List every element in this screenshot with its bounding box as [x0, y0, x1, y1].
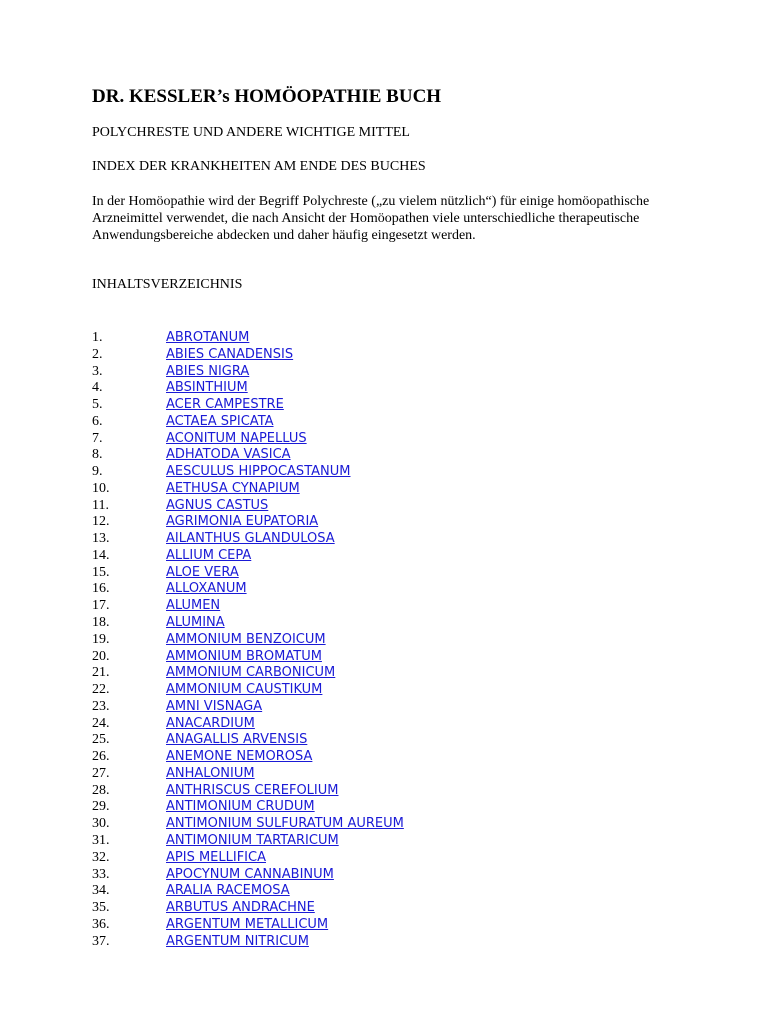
- toc-entry: [92, 917, 404, 934]
- toc-entry-link[interactable]: ALUMEN: [166, 598, 221, 614]
- toc-entry-number: 36.: [92, 916, 110, 932]
- page-title: DR. KESSLER’s HOMÖOPATHIE BUCH: [92, 86, 442, 107]
- toc-entry-number: 2.: [92, 346, 103, 362]
- toc-entry-link[interactable]: AESCULUS HIPPOCASTANUM: [166, 464, 351, 480]
- toc-entry-link[interactable]: AILANTHUS GLANDULOSA: [166, 531, 335, 547]
- toc-entry: [92, 347, 404, 364]
- toc-entry: [92, 380, 404, 397]
- toc-entry: [92, 699, 404, 716]
- toc-entry-number: 28.: [92, 782, 110, 798]
- toc-entry-number: 31.: [92, 832, 110, 848]
- intro-paragraph: In der Homöopathie wird der Begriff Polychreste („zu vielem nützlich“) für einige homöopathische Arzneimittel verwendet, die nach Ansicht der Homöopathen viele unterschiedliche therapeutische Anwendungsbereiche abdecken und daher häufig eingesetzt werden.: [92, 194, 650, 243]
- toc-entry: [92, 514, 404, 531]
- toc-entry-number: 14.: [92, 547, 110, 563]
- toc-entry-link[interactable]: APIS MELLIFICA: [166, 849, 266, 865]
- toc-entry-link[interactable]: ANTIMONIUM CRUDUM: [166, 799, 315, 815]
- toc-entry-number: 13.: [92, 531, 110, 547]
- toc-entry-link[interactable]: AMMONIUM CARBONICUM: [166, 665, 336, 681]
- toc-entry-link[interactable]: ABSINTHIUM: [166, 380, 248, 396]
- toc-entry-link[interactable]: AMMONIUM BENZOICUM: [166, 631, 326, 647]
- toc-entry: [92, 816, 404, 833]
- toc-entry-link[interactable]: ALLOXANUM: [166, 581, 247, 597]
- subtitle-index: INDEX DER KRANKHEITEN AM ENDE DES BUCHES: [92, 159, 426, 174]
- table-of-contents: [92, 330, 404, 950]
- toc-entry-number: 8.: [92, 447, 103, 463]
- toc-entry: [92, 615, 404, 632]
- toc-entry: [92, 632, 404, 649]
- toc-entry-link[interactable]: ANTHRISCUS CEREFOLIUM: [166, 782, 339, 798]
- toc-entry-number: 15.: [92, 564, 110, 580]
- toc-entry-link[interactable]: AMMONIUM CAUSTIKUM: [166, 682, 323, 698]
- toc-entry: [92, 749, 404, 766]
- toc-entry-link[interactable]: ADHATODA VASICA: [166, 447, 291, 463]
- toc-entry-number: 19.: [92, 631, 110, 647]
- toc-entry: [92, 732, 404, 749]
- toc-entry-number: 25.: [92, 732, 110, 748]
- toc-entry-number: 34.: [92, 883, 110, 899]
- toc-entry: [92, 397, 404, 414]
- toc-entry-number: 6.: [92, 413, 103, 429]
- toc-entry-number: 20.: [92, 648, 110, 664]
- toc-entry: [92, 934, 404, 951]
- toc-entry-link[interactable]: AGNUS CASTUS: [166, 497, 269, 513]
- toc-entry: [92, 498, 404, 515]
- toc-entry-number: 33.: [92, 866, 110, 882]
- toc-entry-link[interactable]: ARBUTUS ANDRACHNE: [166, 900, 315, 916]
- toc-entry-link[interactable]: ALLIUM CEPA: [166, 547, 252, 563]
- toc-entry-number: 23.: [92, 698, 110, 714]
- toc-entry: [92, 581, 404, 598]
- toc-entry-link[interactable]: ABROTANUM: [166, 330, 250, 345]
- toc-entry: [92, 364, 404, 381]
- toc-entry-link[interactable]: ALUMINA: [166, 615, 225, 631]
- toc-entry: [92, 883, 404, 900]
- toc-entry-link[interactable]: ANEMONE NEMOROSA: [166, 749, 313, 765]
- toc-entry-link[interactable]: ACONITUM NAPELLUS: [166, 430, 307, 446]
- toc-entry-link[interactable]: ANTIMONIUM SULFURATUM AUREUM: [166, 816, 404, 832]
- toc-heading: INHALTSVERZEICHNIS: [92, 277, 243, 292]
- toc-entry: [92, 799, 404, 816]
- toc-entry-link[interactable]: APOCYNUM CANNABINUM: [166, 866, 334, 882]
- toc-entry: [92, 867, 404, 884]
- toc-entry-number: 5.: [92, 397, 103, 413]
- toc-entry-number: 17.: [92, 598, 110, 614]
- toc-entry-number: 10.: [92, 480, 110, 496]
- toc-entry-number: 3.: [92, 363, 103, 379]
- toc-entry: [92, 464, 404, 481]
- toc-entry-number: 22.: [92, 682, 110, 698]
- toc-entry: [92, 766, 404, 783]
- toc-entry-number: 12.: [92, 514, 110, 530]
- toc-entry: [92, 598, 404, 615]
- toc-entry-number: 27.: [92, 765, 110, 781]
- toc-entry: [92, 833, 404, 850]
- toc-entry-number: 24.: [92, 715, 110, 731]
- toc-entry-number: 18.: [92, 615, 110, 631]
- toc-entry-link[interactable]: ANHALONIUM: [166, 765, 255, 781]
- toc-entry-number: 7.: [92, 430, 103, 446]
- toc-entry-number: 30.: [92, 816, 110, 832]
- toc-entry: [92, 481, 404, 498]
- toc-entry: [92, 665, 404, 682]
- toc-entry-number: 9.: [92, 464, 103, 480]
- toc-entry: [92, 850, 404, 867]
- toc-entry-link[interactable]: ALOE VERA: [166, 564, 239, 580]
- toc-entry: [92, 431, 404, 448]
- toc-entry: [92, 548, 404, 565]
- toc-entry-link[interactable]: ANTIMONIUM TARTARICUM: [166, 832, 339, 848]
- toc-entry: [92, 783, 404, 800]
- toc-entry-link[interactable]: ARGENTUM NITRICUM: [166, 933, 309, 949]
- toc-entry: [92, 900, 404, 917]
- toc-entry-link[interactable]: ABIES NIGRA: [166, 363, 250, 379]
- toc-entry: [92, 682, 404, 699]
- toc-entry-link[interactable]: ACTAEA SPICATA: [166, 413, 274, 429]
- toc-entry: [92, 649, 404, 666]
- toc-entry-number: 4.: [92, 380, 103, 396]
- toc-entry: [92, 565, 404, 582]
- toc-entry: [92, 531, 404, 548]
- toc-entry-number: 11.: [92, 497, 109, 513]
- toc-entry: [92, 716, 404, 733]
- toc-entry: [92, 447, 404, 464]
- toc-entry-link[interactable]: ABIES CANADENSIS: [166, 346, 294, 362]
- toc-entry-link[interactable]: AMMONIUM BROMATUM: [166, 648, 322, 664]
- toc-entry-link[interactable]: ACER CAMPESTRE: [166, 397, 284, 413]
- toc-entry-link[interactable]: ARALIA RACEMOSA: [166, 883, 290, 899]
- toc-entry-number: 26.: [92, 749, 110, 765]
- toc-entry-link[interactable]: ANAGALLIS ARVENSIS: [166, 732, 308, 748]
- toc-entry-link[interactable]: AGRIMONIA EUPATORIA: [166, 514, 319, 530]
- toc-entry-link[interactable]: ARGENTUM METALLICUM: [166, 916, 329, 932]
- toc-entry-number: 21.: [92, 665, 110, 681]
- toc-entry: [92, 330, 404, 347]
- toc-entry-number: 37.: [92, 933, 110, 949]
- toc-entry-number: 1.: [92, 330, 103, 345]
- toc-entry-number: 16.: [92, 581, 110, 597]
- subtitle-polychreste: POLYCHRESTE UND ANDERE WICHTIGE MITTEL: [92, 125, 410, 140]
- toc-entry-number: 29.: [92, 799, 110, 815]
- toc-entry: [92, 414, 404, 431]
- toc-entry-link[interactable]: ANACARDIUM: [166, 715, 255, 731]
- toc-entry-number: 35.: [92, 900, 110, 916]
- toc-entry-link[interactable]: AMNI VISNAGA: [166, 698, 263, 714]
- toc-entry-link[interactable]: AETHUSA CYNAPIUM: [166, 480, 300, 496]
- toc-entry-number: 32.: [92, 849, 110, 865]
